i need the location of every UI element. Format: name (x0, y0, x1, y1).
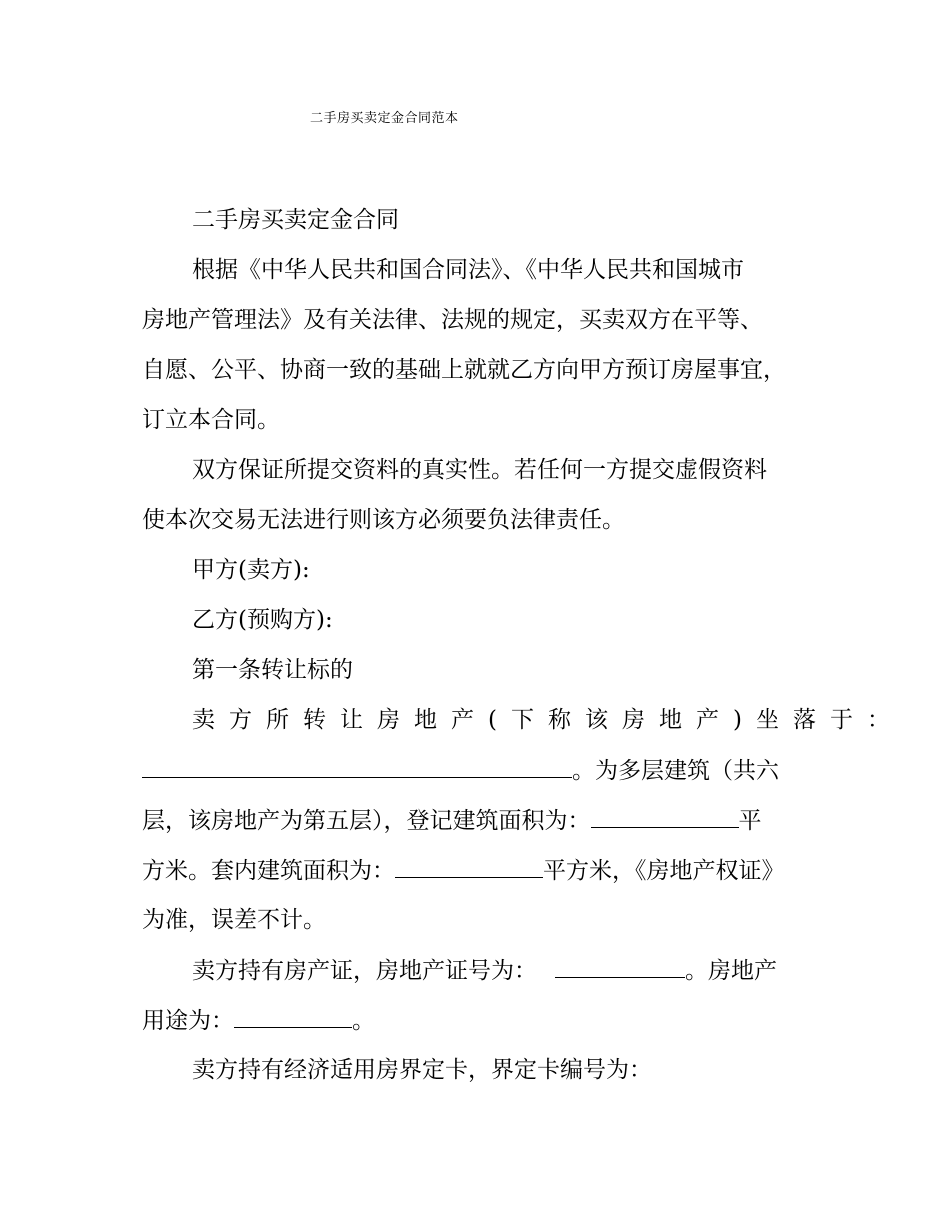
paragraph-line: 订立本合同。 (142, 407, 280, 433)
paragraph-line: 房地产管理法》及有关法律、法规的规定，买卖双方在平等、 (142, 307, 763, 333)
contract-heading: 二手房买卖定金合同 (192, 207, 399, 233)
paragraph-line: 卖方所转让房地产(下称该房地产)坐落于： (192, 707, 904, 733)
paragraph-line: 自愿、公平、协商一致的基础上就就乙方向甲方预订房屋事宜， (142, 357, 786, 383)
paragraph-line (142, 805, 762, 836)
paragraph-text: 层，该房地产为第五层），登记建筑面积为： (142, 808, 591, 834)
paragraph-text: 。为多层建筑（共六 (572, 758, 779, 784)
paragraph-text: 。房地产 (685, 958, 777, 984)
paragraph-line: 卖方持有经济适用房界定卡，界定卡编号为： (192, 1057, 652, 1083)
paragraph-text: 。 (352, 1008, 375, 1034)
article-1-heading: 第一条转让标的 (192, 657, 353, 683)
paragraph-text: 平 (738, 808, 762, 834)
paragraph-line (142, 855, 785, 886)
paragraph-line (142, 755, 779, 786)
document-header-title: 二手房买卖定金合同范本 (310, 111, 459, 126)
paragraph-text: 用途为： (142, 1008, 234, 1034)
party-b-label: 乙方(预购方): (192, 607, 333, 633)
paragraph-line (192, 955, 777, 986)
paragraph-text: 卖方持有房产证，房地产证号为： (192, 958, 537, 984)
paragraph-text: 平方米，《房地产权证》 (543, 858, 785, 884)
paragraph-line: 为准，误差不计。 (142, 907, 326, 933)
inner-area-blank (395, 855, 543, 878)
usage-blank (234, 1005, 352, 1028)
party-a-label: 甲方(卖方): (192, 557, 310, 583)
paragraph-line (142, 1005, 375, 1036)
paragraph-line: 根据《中华人民共和国合同法》、《中华人民共和国城市 (192, 257, 744, 283)
paragraph-line: 使本次交易无法进行则该方必须要负法律责任。 (142, 507, 625, 533)
address-blank (142, 755, 572, 778)
paragraph-text: 方米。套内建筑面积为： (142, 858, 395, 884)
certificate-number-blank (555, 955, 685, 978)
paragraph-line: 双方保证所提交资料的真实性。若任何一方提交虚假资料 (192, 457, 767, 483)
area-blank (591, 805, 739, 828)
